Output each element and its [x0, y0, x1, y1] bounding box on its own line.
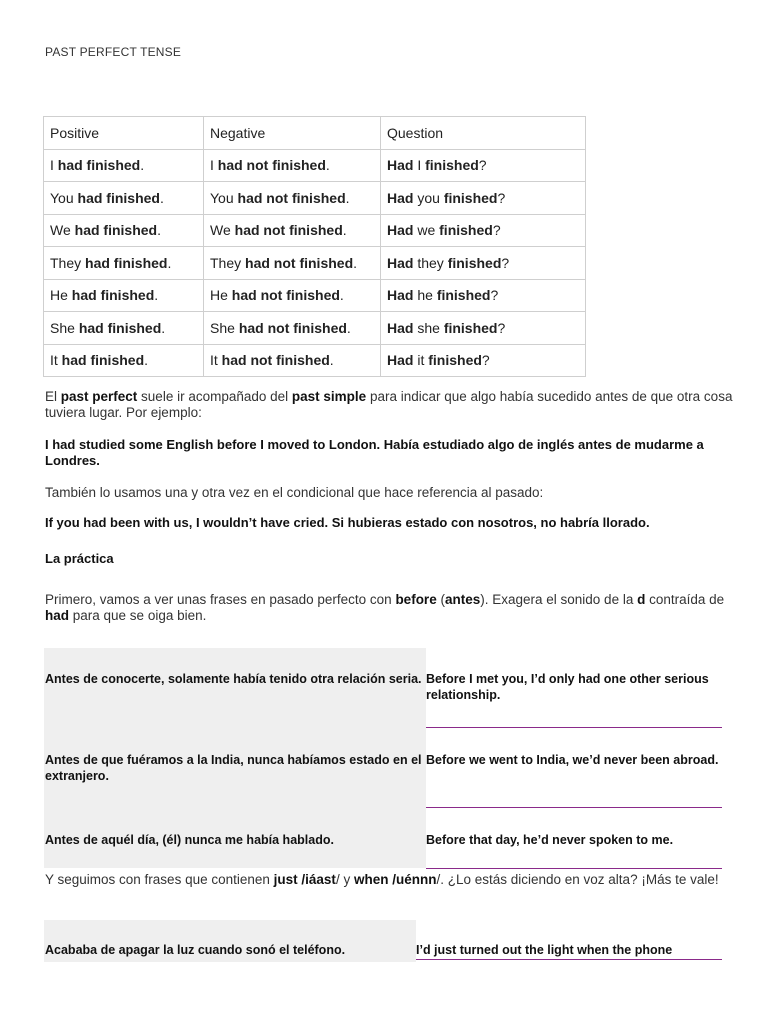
practice-term-before: before [395, 592, 437, 607]
question-cell [381, 344, 586, 377]
verb-phrase: Had [387, 319, 414, 336]
verb-phrase: had finished [85, 254, 168, 271]
verb-phrase: had finished [77, 189, 160, 206]
subject: . [325, 157, 330, 174]
example-sentence-1: I had studied some English before I moved to London. Había estudiado algo de inglés antes de mudarme a Londres. [45, 437, 704, 468]
negative-cell [204, 344, 381, 377]
verb-phrase: had not finished [237, 189, 346, 206]
verb-phrase: had finished [74, 222, 158, 239]
table-header-row [44, 117, 586, 150]
table-row [44, 344, 586, 377]
header-negative: Negative [204, 117, 381, 150]
subject: You [210, 189, 234, 206]
verb-phrase: had not finished [238, 319, 347, 336]
intro-text-1: El [45, 389, 61, 404]
page-title: PAST PERFECT TENSE [45, 45, 182, 59]
subject: ? [501, 254, 510, 271]
practice-text-5: para que se oiga bien. [69, 608, 207, 623]
conditional-paragraph: También lo usamos una y otra vez en el condicional que hace referencia al pasado: [45, 485, 544, 500]
verb-phrase: had not finished [245, 254, 354, 271]
verb-phrase: finished [428, 352, 482, 369]
subject: We [50, 222, 71, 239]
subject: we [417, 222, 436, 239]
subject: . [345, 189, 350, 206]
negative-cell [204, 214, 381, 247]
positive-cell [44, 279, 204, 312]
practice-term-antes: antes [444, 592, 481, 607]
table-row [44, 279, 586, 312]
subject: ? [497, 319, 506, 336]
question-cell [381, 182, 586, 215]
intro-term-past-simple: past simple [291, 389, 367, 404]
header-question: Question [381, 117, 586, 150]
verb-phrase: Had [387, 254, 414, 271]
table-row [44, 312, 586, 345]
conjugation-table [43, 116, 586, 377]
subject: You [50, 189, 74, 206]
subject: . [342, 222, 347, 239]
practice-term-had: had [45, 608, 70, 623]
verb-phrase: Had [387, 287, 414, 304]
verb-phrase: Had [387, 352, 414, 369]
positive-cell [44, 344, 204, 377]
negative-cell [204, 279, 381, 312]
practice-spanish-1: Antes de conocerte, solamente había tenido otra relación seria. [45, 672, 422, 686]
intro-text-3: para indicar que algo había sucedido antes de que otra cosa tuviera lugar. Por ejemplo: [45, 389, 733, 420]
verb-phrase: finished [447, 254, 502, 271]
subject: It [50, 352, 58, 369]
practice-text-4: contraída de [645, 592, 725, 607]
continue-term-just: just /iáast [273, 872, 336, 887]
negative-cell [204, 312, 381, 345]
subject: They [50, 254, 82, 271]
subject: they [417, 254, 444, 271]
verb-phrase: had finished [78, 319, 162, 336]
subject: ? [481, 352, 490, 369]
practice-spanish-2: Antes de que fuéramos a la India, nunca habíamos estado en el extranjero. [45, 753, 422, 783]
subject: . [161, 319, 166, 336]
header-positive: Positive [44, 117, 204, 150]
table-row [44, 182, 586, 215]
negative-cell [204, 149, 381, 182]
continue-text-3: /. ¿Lo estás diciendo en voz alta? ¡Más te vale! [436, 872, 719, 887]
verb-phrase: had finished [61, 352, 145, 369]
question-cell [381, 247, 586, 280]
subject: . [144, 352, 149, 369]
subject: She [210, 319, 235, 336]
subject: . [353, 254, 358, 271]
subject: He [50, 287, 68, 304]
subject: I [210, 157, 214, 174]
table-row [44, 149, 586, 182]
subject: It [210, 352, 218, 369]
subject: . [140, 157, 145, 174]
positive-cell [44, 247, 204, 280]
intro-term-past-perfect: past perfect [60, 389, 138, 404]
question-cell [381, 149, 586, 182]
practice-text-1: Primero, vamos a ver unas frases en pasado perfecto con [45, 592, 396, 607]
verb-phrase: had not finished [234, 222, 343, 239]
verb-phrase: finished [436, 287, 491, 304]
subject: . [167, 254, 172, 271]
example-sentence-2: If you had been with us, I wouldn’t have cried. Si hubieras estado con nosotros, no habría llorado. [45, 515, 650, 530]
verb-phrase: Had [387, 189, 414, 206]
continue-text-1: Y seguimos con frases que contienen [45, 872, 274, 887]
question-cell [381, 312, 586, 345]
practice-english-3: Before that day, he’d never spoken to me. [426, 833, 674, 847]
subject: he [417, 287, 433, 304]
answer-line-3 [426, 868, 722, 869]
subject: . [339, 287, 344, 304]
answer-line-2 [426, 807, 722, 808]
subject: I [417, 157, 422, 174]
positive-cell [44, 312, 204, 345]
subject: We [210, 222, 231, 239]
verb-phrase: finished [425, 157, 479, 174]
subject: . [154, 287, 159, 304]
positive-cell [44, 214, 204, 247]
subject: ? [478, 157, 487, 174]
subject: They [210, 254, 242, 271]
question-cell [381, 279, 586, 312]
intro-paragraph [45, 389, 735, 421]
practice-intro-paragraph [45, 592, 735, 624]
practice-text-2: ( [436, 592, 445, 607]
verb-phrase: had not finished [221, 352, 330, 369]
verb-phrase: Had [387, 157, 414, 174]
subject: . [329, 352, 334, 369]
verb-phrase: had not finished [217, 157, 326, 174]
positive-cell [44, 149, 204, 182]
table-row [44, 247, 586, 280]
continue-term-when: when /uénnn [353, 872, 437, 887]
verb-phrase: had finished [71, 287, 155, 304]
subject: ? [497, 189, 506, 206]
subject: ? [492, 222, 501, 239]
negative-cell [204, 247, 381, 280]
practice-english-4: I’d just turned out the light when the phone [416, 943, 673, 957]
verb-phrase: finished [439, 222, 493, 239]
positive-cell [44, 182, 204, 215]
practice-spanish-3: Antes de aquél día, (él) nunca me había hablado. [45, 833, 334, 847]
intro-text-2: suele ir acompañado del [137, 389, 292, 404]
verb-phrase: had finished [57, 157, 141, 174]
continue-text-2: / y [335, 872, 354, 887]
subject: I [50, 157, 54, 174]
subject: . [157, 222, 161, 239]
answer-line-1 [426, 727, 722, 728]
practice-term-d: d [637, 592, 646, 607]
verb-phrase: had not finished [231, 287, 340, 304]
negative-cell [204, 182, 381, 215]
verb-phrase: Had [387, 222, 414, 239]
practice-english-1: Before I met you, I’d only had one other serious relationship. [426, 672, 709, 702]
practice-english-2: Before we went to India, we’d never been abroad. [426, 753, 719, 767]
question-cell [381, 214, 586, 247]
subject: she [417, 319, 440, 336]
practice-text-3: ). Exagera el sonido de la [480, 592, 638, 607]
practice-heading: La práctica [45, 551, 114, 566]
subject: She [50, 319, 75, 336]
subject: He [210, 287, 228, 304]
subject: ? [490, 287, 499, 304]
subject: . [159, 189, 164, 206]
verb-phrase: finished [443, 319, 498, 336]
table-row [44, 214, 586, 247]
continue-paragraph [45, 872, 735, 888]
answer-line-4 [416, 959, 722, 960]
verb-phrase: finished [443, 189, 498, 206]
practice-spanish-4: Acababa de apagar la luz cuando sonó el teléfono. [45, 943, 346, 957]
subject: . [346, 319, 351, 336]
subject: you [417, 189, 440, 206]
subject: it [417, 352, 425, 369]
